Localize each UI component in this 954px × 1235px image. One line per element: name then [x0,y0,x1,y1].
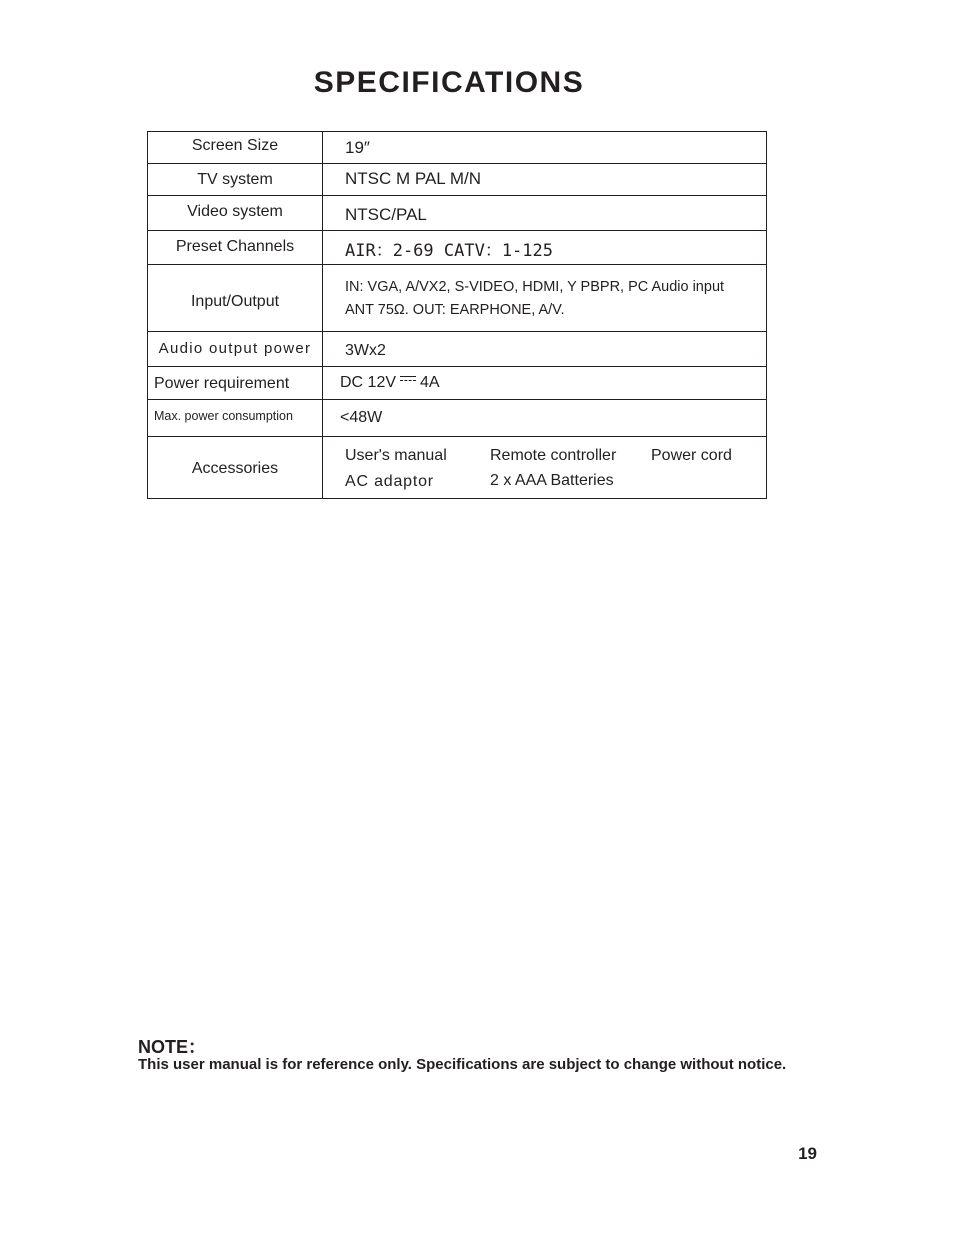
dc-symbol-icon [400,376,416,386]
accessory-item: User's manual [345,447,447,464]
spec-value-line1: IN: VGA, A/VX2, S-VIDEO, HDMI, Y PBPR, PC Audio input [345,279,725,295]
spec-value: <48W [340,409,383,426]
specifications-table [147,131,767,499]
spec-label: Power requirement [154,375,290,392]
spec-row-audio-output [148,331,766,367]
spec-row-screen-size [148,132,766,163]
accessory-item: 2 x AAA Batteries [490,472,614,489]
spec-row-preset-channels [148,230,766,265]
note-heading: NOTE： [138,1037,207,1057]
spec-value-line2: ANT 75Ω. OUT: EARPHONE, A/V. [345,302,565,318]
current-value: 4A [420,374,440,391]
spec-label: TV system [197,171,273,188]
spec-value [340,374,440,392]
accessory-item: AC adaptor [345,473,434,490]
spec-row-input-output [148,264,766,332]
spec-label: Accessories [191,460,279,477]
spec-value: 19″ [345,138,370,157]
spec-label: Input/Output [190,293,280,310]
spec-row-accessories [148,436,766,500]
page-number: 19 [798,1144,817,1163]
accessory-item: Remote controller [490,447,617,464]
spec-value: AIR：2-69 CATV：1-125 [345,241,553,261]
spec-row-video-system [148,195,766,231]
voltage-value: DC 12V [340,374,397,391]
accessory-item: Power cord [651,447,732,464]
note-text: This user manual is for reference only. Specifications are subject to change without notice. [138,1056,787,1073]
spec-label: Screen Size [191,137,279,154]
spec-label: Audio output power [158,340,312,357]
spec-row-power-requirement [148,366,766,400]
spec-row-max-power [148,399,766,437]
spec-value: NTSC M PAL M/N [345,169,482,188]
spec-value: 3Wx2 [345,342,386,359]
spec-label: Preset Channels [175,238,295,255]
page-title: SPECIFICATIONS [313,66,585,99]
spec-label: Max. power consumption [154,409,293,423]
spec-value: NTSC/PAL [345,205,427,224]
spec-row-tv-system [148,163,766,196]
spec-label: Video system [187,203,283,220]
